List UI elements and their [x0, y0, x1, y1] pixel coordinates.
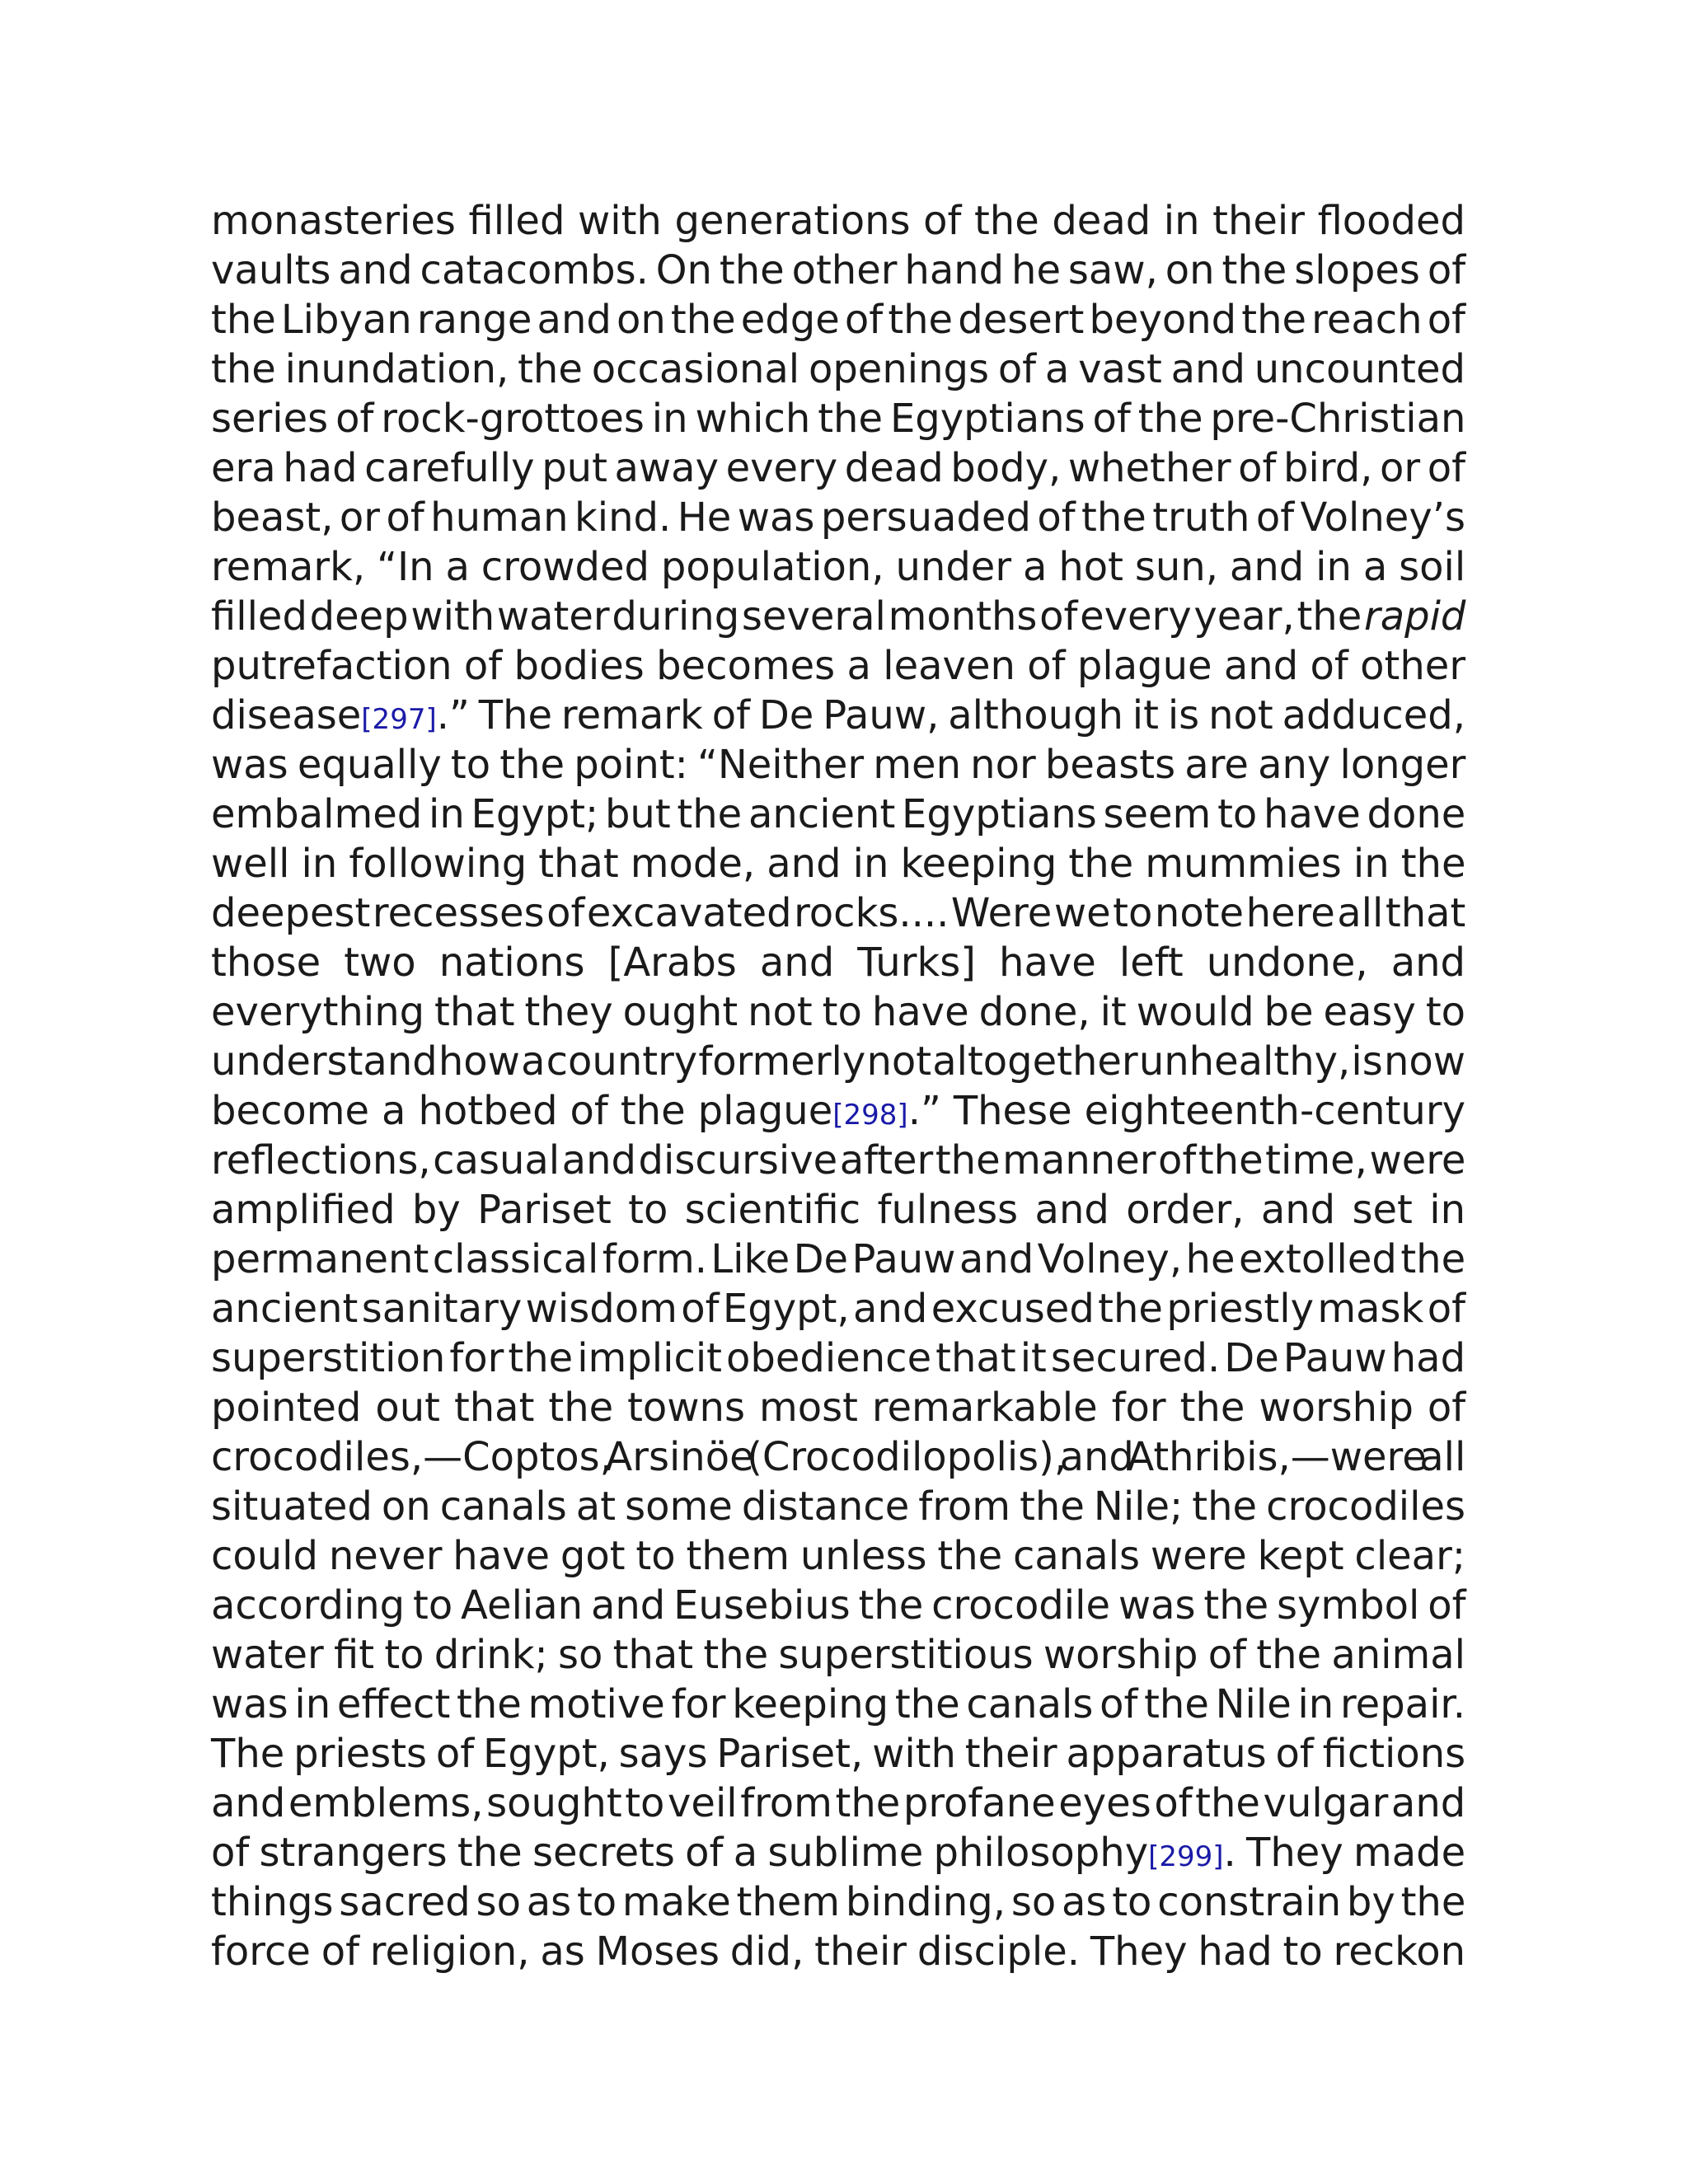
text-line: vaults and catacombs. On the other hand he saw, on the slopes of: [211, 247, 1466, 293]
text-line: was equally to the point: “Neither men nor beasts are any longer: [211, 742, 1466, 788]
footnote-link[interactable]: [299]: [1148, 1840, 1224, 1873]
text-line: [211, 1828, 1465, 1877]
text-line: well in following that mode, and in keeping the mummies in the: [211, 841, 1466, 887]
text-line: deepest recesses of excavated rocks.... Were we to note here all that: [211, 890, 1466, 936]
page-body-text: [211, 196, 1465, 1976]
text-line: era had carefully put away every dead body, whether of bird, or of: [211, 445, 1465, 491]
text-line: according to Aelian and Eusebius the crocodile was the symbol of: [211, 1582, 1466, 1629]
text-line: could never have got to them unless the canals were kept clear;: [211, 1533, 1465, 1579]
text-line: was in effect the motive for keeping the canals of the Nile in repair.: [211, 1681, 1465, 1727]
text-line: amplified by Pariset to scientific fulness and order, and set in: [211, 1187, 1465, 1233]
italic-text: rapid: [1363, 593, 1466, 640]
text-line: remark, “In a crowded population, under a hot sun, and in a soil: [211, 544, 1466, 590]
text-line: ancient sanitary wisdom of Egypt, and excused the priestly mask of: [211, 1286, 1465, 1332]
text-line: understand how a country formerly not altogether unhealthy, is now: [211, 1038, 1465, 1085]
text-line: and emblems, sought to veil from the profane eyes of the vulgar and: [211, 1780, 1466, 1826]
text-line: pointed out that the towns most remarkable for the worship of: [211, 1385, 1466, 1431]
text-line: things sacred so as to make them binding, so as to constrain by the: [211, 1879, 1466, 1925]
text-segment: of strangers the secrets of a sublime philosophy: [211, 1830, 1149, 1876]
text-segment: filled deep with water during several months of every year, the: [211, 593, 1364, 640]
text-line: permanent classical form. Like De Pauw and Volney, he extolled the: [211, 1236, 1466, 1282]
text-line: beast, or of human kind. He was persuaded of the truth of Volney’s: [211, 494, 1465, 541]
text-line: [211, 592, 1465, 641]
text-line: force of religion, as Moses did, their disciple. They had to reckon: [211, 1929, 1465, 1975]
text-segment: .” The remark of De Pauw, although it is not adduced,: [436, 692, 1465, 738]
text-segment: .” These eighteenth-century: [907, 1088, 1465, 1134]
footnote-link[interactable]: [297]: [361, 703, 437, 736]
text-line: reflections, casual and discursive after the manner of the time, were: [211, 1137, 1466, 1183]
text-line: monasteries filled with generations of the dead in their flooded: [211, 198, 1466, 244]
text-line: [211, 1086, 1465, 1136]
text-line: water fit to drink; so that the superstitious worship of the animal: [211, 1632, 1465, 1678]
text-line: those two nations [Arabs and Turks] have left undone, and: [211, 940, 1465, 986]
text-line: putrefaction of bodies becomes a leaven of plague and of other: [211, 643, 1466, 689]
text-line: the Libyan range and on the edge of the desert beyond the reach of: [211, 297, 1465, 343]
text-line: crocodiles,—Coptos, Arsinöe (Crocodilopolis), and Athribis,—were all: [211, 1434, 1466, 1480]
text-line: [211, 691, 1465, 740]
text-segment: become a hotbed of the plague: [211, 1088, 833, 1134]
text-line: situated on canals at some distance from the Nile; the crocodiles: [211, 1483, 1465, 1530]
text-line: embalmed in Egypt; but the ancient Egyptians seem to have done: [211, 791, 1466, 837]
text-line: the inundation, the occasional openings of a vast and uncounted: [211, 346, 1465, 392]
footnote-link[interactable]: [298]: [832, 1099, 908, 1132]
text-line: everything that they ought not to have done, it would be easy to: [211, 989, 1465, 1035]
text-segment: disease: [211, 692, 362, 738]
text-line: series of rock-grottoes in which the Egyptians of the pre-Christian: [211, 396, 1466, 442]
text-line: superstition for the implicit obedience that it secured. De Pauw had: [211, 1335, 1466, 1381]
text-segment: . They made: [1223, 1830, 1466, 1876]
text-line: The priests of Egypt, says Pariset, with their apparatus of fictions: [211, 1731, 1466, 1777]
